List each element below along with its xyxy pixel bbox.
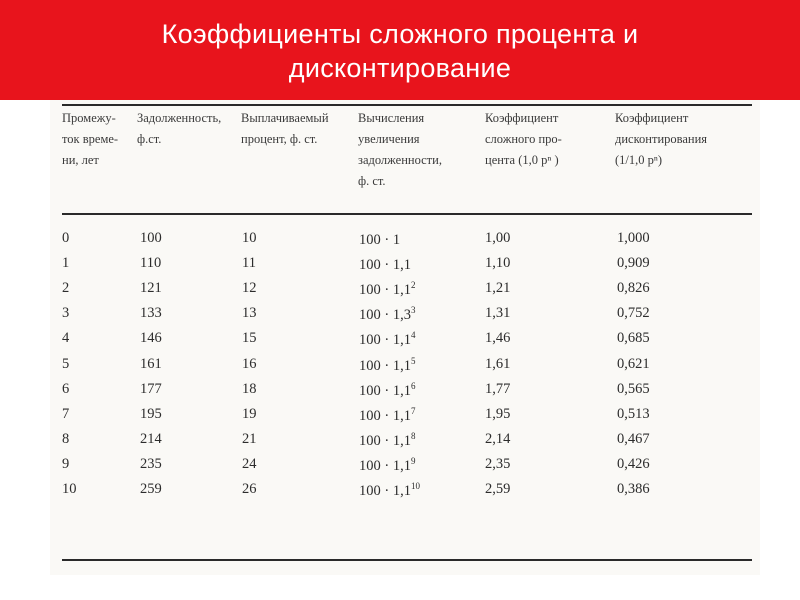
cell-compound-factor: 1,00 — [485, 230, 511, 246]
cell-discount-factor: 0,685 — [617, 330, 650, 347]
cell-calculation — [359, 230, 400, 249]
cell-interest: 13 — [242, 305, 257, 322]
cell-interest: 12 — [242, 280, 257, 297]
calc-exponent: 7 — [410, 405, 416, 416]
cell-debt: 259 — [140, 481, 162, 497]
cell-calculation — [359, 280, 415, 299]
cell-discount-factor: 0,565 — [617, 380, 650, 397]
cell-interest: 16 — [242, 355, 257, 372]
calc-base: 100 · 1,1 — [359, 382, 411, 399]
header-compound: Коэффициент сложного про- цента (1,0 pⁿ ) — [485, 111, 562, 167]
cell-compound-factor: 2,59 — [485, 481, 511, 497]
cell-calculation — [359, 356, 415, 375]
cell-period: 3 — [62, 305, 70, 322]
cell-calculation — [359, 255, 411, 274]
calc-base: 100 · 1,1 — [359, 407, 411, 424]
cell-discount-factor: 0,826 — [617, 280, 650, 297]
cell-period: 7 — [62, 405, 70, 422]
cell-period: 9 — [62, 455, 70, 472]
cell-discount-factor: 0,621 — [617, 355, 650, 372]
cell-calculation — [359, 330, 415, 349]
cell-compound-factor: 1,95 — [485, 405, 511, 422]
calc-base: 100 · 1 — [359, 232, 401, 248]
cell-interest: 19 — [242, 405, 257, 422]
cell-interest: 26 — [242, 481, 257, 497]
cell-discount-factor: 0,752 — [617, 305, 650, 322]
cell-compound-factor: 1,10 — [485, 255, 511, 272]
cell-interest: 11 — [242, 255, 256, 272]
cell-compound-factor: 1,21 — [485, 280, 511, 297]
calc-base: 100 · 1,3 — [359, 307, 411, 324]
cell-discount-factor: 0,386 — [617, 481, 650, 497]
cell-interest: 18 — [242, 380, 257, 397]
cell-interest: 15 — [242, 330, 257, 347]
cell-period: 4 — [62, 330, 70, 347]
calc-exponent: 4 — [410, 330, 416, 341]
cell-calculation — [359, 481, 420, 500]
cell-compound-factor: 1,46 — [485, 330, 511, 347]
calc-base: 100 · 1,1 — [359, 483, 411, 499]
cell-discount-factor: 0,513 — [617, 405, 650, 422]
calc-exponent: 9 — [410, 455, 416, 466]
cell-debt: 195 — [140, 405, 162, 422]
header-period: Промежу- ток време- ни, лет — [62, 111, 119, 167]
cell-period: 8 — [62, 430, 70, 447]
slide-title-line-2: дисконтирование — [288, 53, 512, 83]
cell-compound-factor: 1,61 — [485, 355, 511, 372]
header-discount: Коэффициент дисконтирования (1/1,0 pⁿ) — [615, 111, 708, 167]
calc-base: 100 · 1,1 — [359, 282, 411, 299]
header-bottom-rule — [62, 213, 752, 215]
slide-title-banner — [0, 0, 800, 100]
cell-period: 1 — [62, 255, 70, 272]
cell-interest: 10 — [242, 230, 257, 246]
cell-debt: 121 — [140, 280, 162, 297]
header-debt: Задолженность, ф.ст. — [137, 111, 222, 146]
calc-base: 100 · 1,1 — [359, 457, 411, 474]
calc-exponent: 2 — [410, 280, 416, 291]
scanned-table-image — [50, 100, 760, 575]
calc-exponent: 8 — [410, 430, 416, 441]
cell-compound-factor: 2,35 — [485, 455, 511, 472]
cell-discount-factor: 0,909 — [617, 255, 650, 272]
calc-base: 100 · 1,1 — [359, 257, 411, 274]
cell-debt: 161 — [140, 355, 162, 372]
cell-calculation — [359, 456, 415, 475]
cell-calculation — [359, 406, 415, 425]
cell-debt: 100 — [140, 230, 162, 246]
cell-debt: 110 — [140, 255, 162, 272]
cell-period: 2 — [62, 280, 70, 297]
cell-calculation — [359, 381, 415, 400]
calc-base: 100 · 1,1 — [359, 357, 411, 374]
calc-exponent: 5 — [410, 355, 416, 366]
calc-base: 100 · 1,1 — [359, 332, 411, 349]
cell-debt: 177 — [140, 380, 162, 397]
cell-debt: 235 — [140, 455, 162, 472]
cell-compound-factor: 1,77 — [485, 380, 511, 397]
cell-debt: 214 — [140, 430, 162, 447]
cell-debt: 133 — [140, 305, 162, 322]
cell-period: 0 — [62, 230, 70, 246]
calc-exponent: 6 — [410, 380, 416, 391]
cell-discount-factor: 0,467 — [617, 430, 650, 447]
cell-interest: 24 — [242, 455, 257, 472]
cell-discount-factor: 0,426 — [617, 455, 650, 472]
cell-debt: 146 — [140, 330, 162, 347]
cell-period: 10 — [62, 481, 77, 497]
cell-compound-factor: 2,14 — [485, 430, 511, 447]
table-top-rule — [62, 104, 752, 106]
cell-calculation — [359, 431, 415, 450]
cell-interest: 21 — [242, 430, 257, 447]
cell-calculation — [359, 305, 415, 324]
calc-exponent: 3 — [410, 305, 416, 316]
header-interest: Выплачиваемый процент, ф. ст. — [241, 111, 329, 146]
calc-base: 100 · 1,1 — [359, 432, 411, 449]
header-calc: Вычисления увеличения задолженности, ф. ст. — [358, 111, 442, 188]
cell-period: 5 — [62, 355, 70, 372]
cell-discount-factor: 1,000 — [617, 230, 650, 246]
cell-period: 6 — [62, 380, 70, 397]
slide-title-line-1: Коэффициенты сложного процента и — [161, 19, 639, 49]
calc-exponent: 10 — [410, 481, 420, 491]
table-bottom-rule — [62, 559, 752, 561]
cell-compound-factor: 1,31 — [485, 305, 511, 322]
